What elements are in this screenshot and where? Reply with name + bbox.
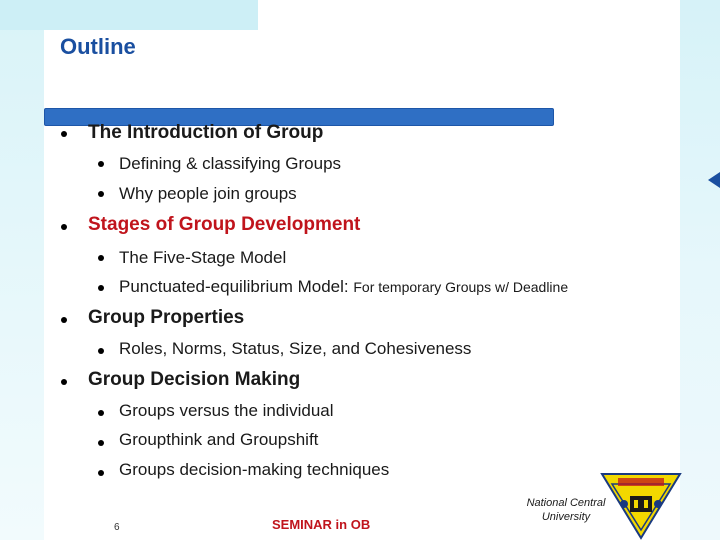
bullet-dot-icon: [98, 285, 104, 291]
section-heading: Group Decision Making: [88, 369, 301, 390]
section-heading-highlighted: Stages of Group Development: [88, 214, 361, 235]
bullet-dot-icon: [98, 348, 104, 354]
section-item: Groups decision-making techniques: [119, 460, 390, 479]
bullet-dot-icon: [98, 191, 104, 197]
section-item-note: For temporary Groups w/ Deadline: [353, 279, 569, 295]
bullet-dot-icon: [98, 161, 104, 167]
section-item: Defining & classifying Groups: [119, 154, 342, 173]
page-number: 6: [114, 522, 120, 533]
bullet-dot-icon: [98, 440, 104, 446]
bullet-dot-icon: [98, 410, 104, 416]
left-decorative-strip: [0, 0, 44, 540]
bullet-dot-icon: [61, 131, 67, 137]
bullet-dot-icon: [98, 470, 104, 476]
section-item: Why people join groups: [119, 184, 297, 203]
section-heading: The Introduction of Group: [88, 122, 324, 143]
bullet-dot-icon: [61, 379, 67, 385]
bullet-dot-icon: [98, 255, 104, 261]
university-name-line1: National Central: [526, 497, 606, 509]
university-logo-icon: [600, 472, 682, 540]
section-item: Groupthink and Groupshift: [119, 430, 319, 449]
university-name-line2: University: [541, 511, 591, 523]
section-item: The Five-Stage Model: [119, 248, 287, 267]
slide-title: Outline: [60, 34, 136, 59]
bullet-dot-icon: [61, 317, 67, 323]
right-decorative-panel: [680, 0, 720, 540]
top-decorative-band: [0, 0, 258, 30]
section-item: Roles, Norms, Status, Size, and Cohesiveness: [119, 339, 472, 358]
section-heading: Group Properties: [88, 307, 245, 328]
bullet-dot-icon: [61, 224, 67, 230]
section-item: [119, 277, 568, 297]
section-item-label: Punctuated-equilibrium Model:: [119, 277, 349, 296]
right-arrow-icon: [708, 172, 720, 188]
footer-seminar-label: SEMINAR in OB: [272, 517, 371, 532]
section-item: Groups versus the individual: [119, 401, 334, 420]
